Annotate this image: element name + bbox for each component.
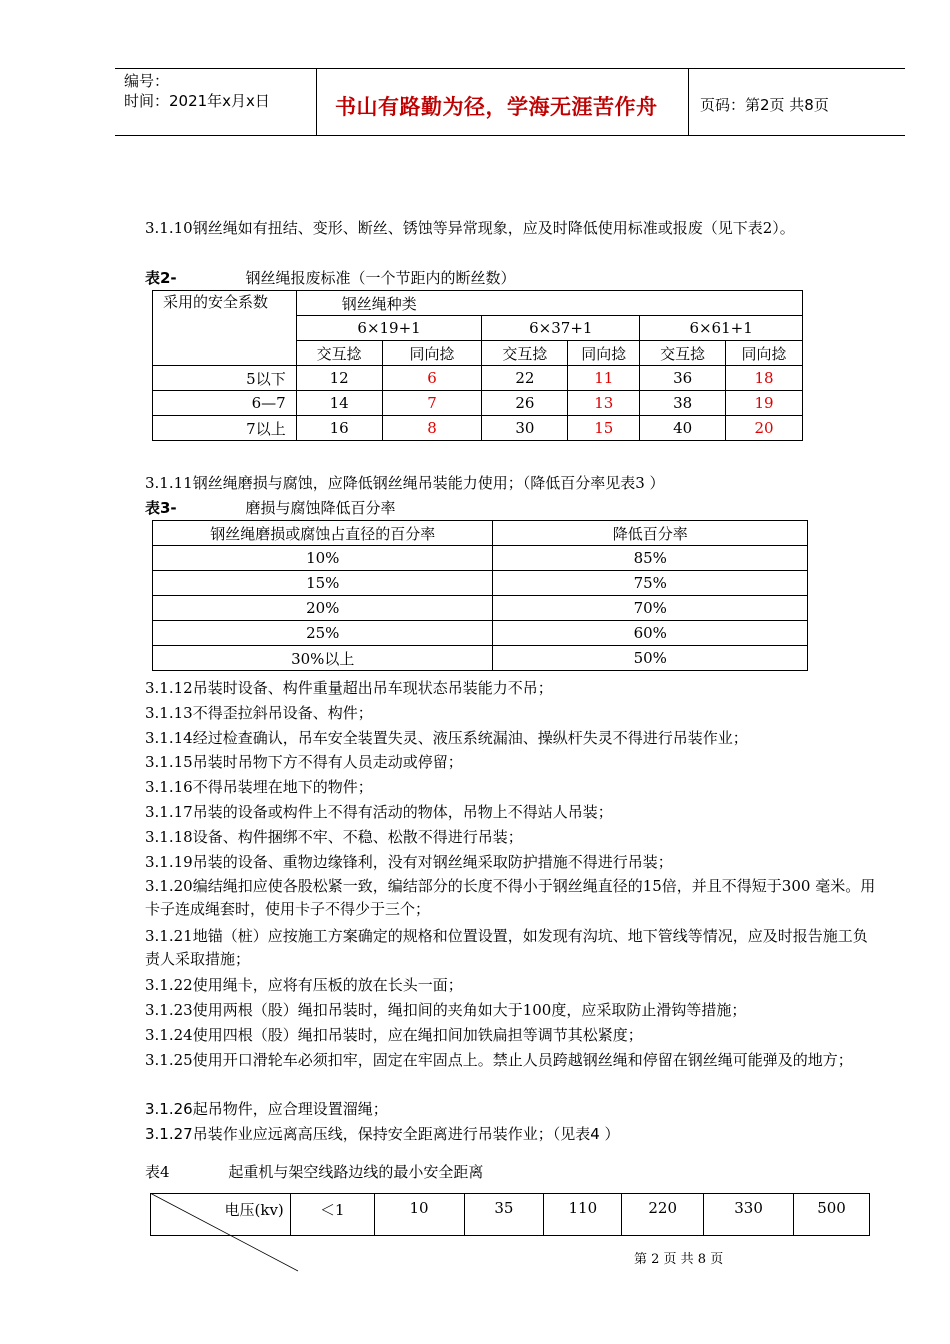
table3-label: 表3- [145,499,177,517]
header-motto: 书山有路勤为径，学海无涯苦作舟 [335,95,658,119]
table2 [152,290,803,441]
voltage: ＜1 [290,1194,374,1236]
list-item: 3.1.13不得歪拉斜吊设备、构件； [145,704,373,722]
header-page: 页码：第2页 共8页 [700,96,829,114]
table4-label: 表4 [145,1163,170,1181]
list-item: 3.1.12吊装时设备、构件重量超出吊车现状态吊装能力不吊； [145,679,553,697]
header-top-rule [115,68,905,69]
cell: 26 [482,391,568,416]
list-item: 3.1.18设备、构件捆绑不牢、不稳、松散不得进行吊装； [145,828,523,846]
safety-factor: 5以下 [153,366,297,391]
cell: 20% [153,596,493,621]
voltage: 35 [464,1194,544,1236]
cell: 10% [153,546,493,571]
safety-factor-header: 采用的安全系数 [153,291,297,366]
cell: 11 [568,366,640,391]
table3-caption [145,497,395,518]
cell: 25% [153,621,493,646]
voltage-header-label: 电压(kv) [224,1201,284,1219]
header-time: 时间：2021年x月x日 [124,92,270,110]
table-row [153,291,803,316]
lay-header: 同向捻 [726,341,803,366]
lay-header: 交互捻 [296,341,382,366]
cell: 50% [493,646,808,671]
table4-diagonal-line [150,1193,310,1273]
list-item: 3.1.15吊装时吊物下方不得有人员走动或停留； [145,753,463,771]
cell: 8 [382,416,482,441]
cell: 60% [493,621,808,646]
cell: 30 [482,416,568,441]
voltage: 500 [794,1194,870,1236]
voltage: 10 [374,1194,464,1236]
cell: 36 [640,366,726,391]
column-header: 钢丝绳磨损或腐蚀占直径的百分率 [153,521,493,546]
list-item: 3.1.22使用绳卡，应将有压板的放在长头一面； [145,976,463,994]
voltage: 330 [704,1194,794,1236]
lay-header: 交互捻 [482,341,568,366]
list-item: 3.1.16不得吊装埋在地下的物件； [145,778,373,796]
list-item: 3.1.24使用四根（股）绳扣吊装时，应在绳扣间加铁扁担等调节其松紧度； [145,1026,643,1044]
table-row [153,366,803,391]
table-row [153,416,803,441]
list-item: 3.1.23使用两根（股）绳扣吊装时，绳扣间的夹角如大于100度，应采取防止滑钩等措施； [145,1001,747,1019]
cell: 38 [640,391,726,416]
cell: 15% [153,571,493,596]
header-divider [688,68,689,136]
table3 [152,520,808,671]
rope-type-header: 钢丝绳种类 [296,291,802,316]
paragraph-3-1-10: 3.1.10钢丝绳如有扭结、变形、断丝、锈蚀等异常现象，应及时降低使用标准或报废（见下表2）。 [145,219,795,237]
table-row [153,546,808,571]
cell: 16 [296,416,382,441]
table2-caption [145,267,515,288]
cell: 40 [640,416,726,441]
cell: 12 [296,366,382,391]
voltage: 220 [622,1194,704,1236]
safety-factor: 6—7 [153,391,297,416]
column-header: 降低百分率 [493,521,808,546]
list-item: 3.1.17吊装的设备或构件上不得有活动的物体，吊物上不得站人吊装； [145,803,613,821]
list-item: 3.1.19吊装的设备、重物边缘锋利，没有对钢丝绳采取防护措施不得进行吊装； [145,853,673,871]
lay-header: 同向捻 [382,341,482,366]
cell: 13 [568,391,640,416]
cell: 14 [296,391,382,416]
table-row [153,391,803,416]
table4-title: 起重机与架空线路边线的最小安全距离 [228,1163,484,1181]
table-row [153,571,808,596]
list-item: 3.1.27吊装作业应远离高压线，保持安全距离进行吊装作业；（见表4 ） [145,1125,620,1143]
list-item: 3.1.14经过检查确认，吊车安全装置失灵、液压系统漏油、操纵杆失灵不得进行吊装作业； [145,729,748,747]
list-item: 3.1.25使用开口滑轮车必须扣牢，固定在牢固点上。禁止人员跨越钢丝绳和停留在钢丝绳可能弹及的地方； [145,1051,853,1069]
header-number: 编号： [124,72,170,90]
table-row [153,621,808,646]
cell: 22 [482,366,568,391]
cell: 7 [382,391,482,416]
lay-header: 同向捻 [568,341,640,366]
cell: 75% [493,571,808,596]
cell: 19 [726,391,803,416]
cell: 70% [493,596,808,621]
list-item: 3.1.26起吊物件，应合理设置溜绳； [145,1100,388,1118]
table2-label: 表2- [145,269,177,287]
cell: 6 [382,366,482,391]
voltage: 110 [544,1194,622,1236]
table2-title: 钢丝绳报废标准（一个节距内的断丝数） [245,269,516,287]
list-item: 3.1.20编结绳扣应使各股松紧一致，编结部分的长度不得小于钢丝绳直径的15倍，并且不得短于300 毫米。用卡子连成绳套时，使用卡子不得少于三个； [145,877,876,918]
header-bottom-rule [115,135,905,136]
cell: 15 [568,416,640,441]
cell: 18 [726,366,803,391]
cell: 30%以上 [153,646,493,671]
table4-caption [145,1161,483,1182]
rope-type: 6×37+1 [482,316,640,341]
page-footer: 第 2 页 共 8 页 [634,1252,724,1267]
safety-factor: 7以上 [153,416,297,441]
cell: 20 [726,416,803,441]
table-row [153,596,808,621]
list-item: 3.1.21地锚（桩）应按施工方案确定的规格和位置设置，如发现有沟坑、地下管线等情况，应及时报告施工负责人采取措施； [145,927,868,968]
header-divider [316,68,317,136]
rope-type: 6×61+1 [640,316,803,341]
paragraph-3-1-11: 3.1.11钢丝绳磨损与腐蚀，应降低钢丝绳吊装能力使用；（降低百分率见表3 ） [145,474,665,492]
lay-header: 交互捻 [640,341,726,366]
table-row [153,521,808,546]
table-row [153,646,808,671]
table3-title: 磨损与腐蚀降低百分率 [245,499,396,517]
rope-type: 6×19+1 [296,316,482,341]
cell: 85% [493,546,808,571]
